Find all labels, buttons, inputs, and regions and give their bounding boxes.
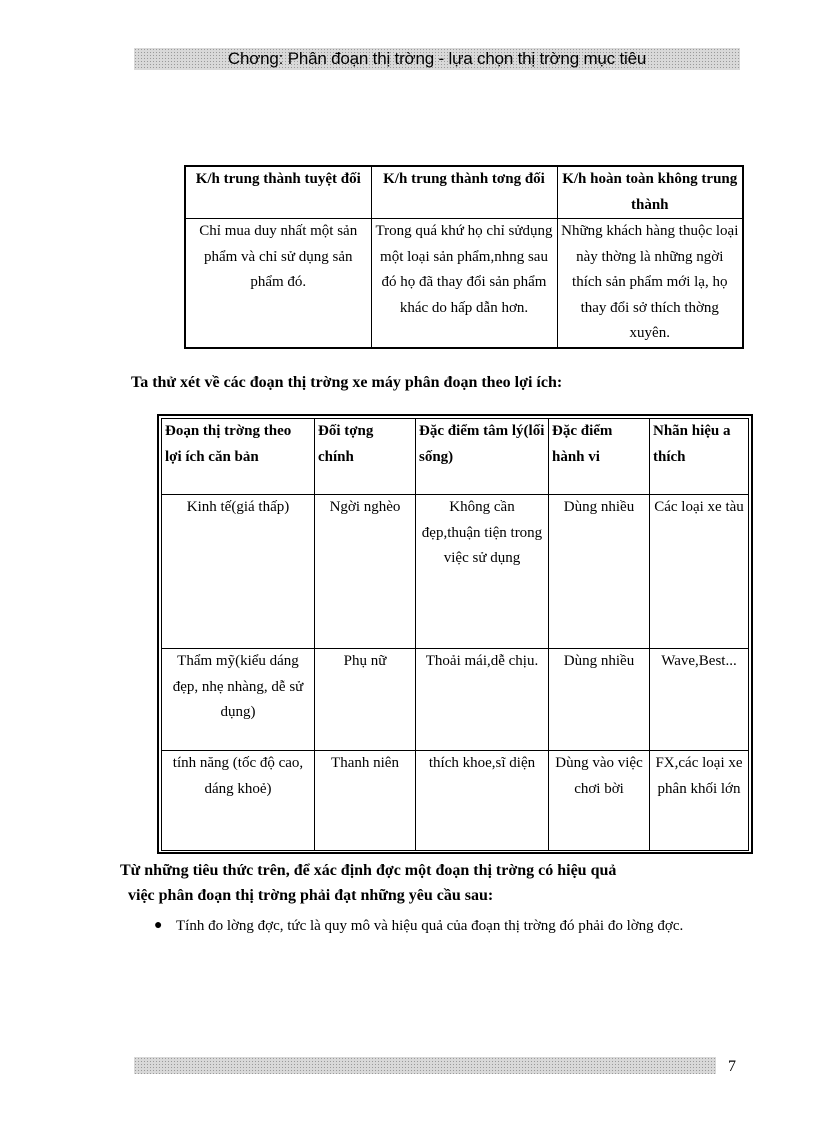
- segment-table-frame: [157, 414, 753, 854]
- table-cell: Chỉ mua duy nhất một sản phẩm và chỉ sử dụng sản phẩm đó.: [185, 219, 371, 348]
- table-cell: tính năng (tốc độ cao, dáng khoẻ): [162, 751, 315, 851]
- table-cell: Những khách hàng thuộc loại này thờng là những ngời thích sản phẩm mới lạ, họ thay đổi sở thích thờng xuyên.: [557, 219, 743, 348]
- table-cell: Kinh tế(giá thấp): [162, 495, 315, 649]
- table-header: Đặc điểm tâm lý(lối sống): [416, 419, 549, 495]
- table-row: [162, 751, 749, 851]
- intro-paragraph: Ta thử xét về các đoạn thị trờng xe máy phân đoạn theo lợi ích:: [131, 374, 563, 391]
- table-cell: Dùng nhiều: [549, 649, 650, 751]
- table-header: K/h trung thành tơng đối: [371, 166, 557, 219]
- segment-table: [161, 418, 749, 851]
- table-cell: Thanh niên: [315, 751, 416, 851]
- table-header: Đoạn thị trờng theo lợi ích căn bản: [162, 419, 315, 495]
- table-header: K/h hoàn toàn không trung thành: [557, 166, 743, 219]
- table-cell: Ngời nghèo: [315, 495, 416, 649]
- list-item: [154, 913, 744, 939]
- loyalty-table: [184, 165, 744, 349]
- table-cell: Phụ nữ: [315, 649, 416, 751]
- list-item-text: Tính đo lờng đợc, tức là quy mô và hiệu quả của đoạn thị trờng đó phải đo lờng đợc.: [176, 918, 684, 934]
- table-cell: Thẩm mỹ(kiểu dáng đẹp, nhẹ nhàng, dễ sử dụng): [162, 649, 315, 751]
- page-number: 7: [728, 1058, 736, 1075]
- page-footer-bar: [134, 1057, 716, 1074]
- table-header: Nhãn hiệu a thích: [650, 419, 749, 495]
- table-row: [162, 495, 749, 649]
- bullet-icon: ●: [154, 918, 163, 933]
- table-cell: Không cần đẹp,thuận tiện trong việc sử dụng: [416, 495, 549, 649]
- conclusion-paragraph: [120, 858, 616, 908]
- table-cell: thích khoe,sĩ diện: [416, 751, 549, 851]
- table-cell: FX,các loại xe phân khối lớn: [650, 751, 749, 851]
- page-header: [134, 48, 740, 70]
- table-cell: Dùng nhiều: [549, 495, 650, 649]
- conclusion-line: Từ những tiêu thức trên, để xác định đợc một đoạn thị trờng có hiệu quả: [120, 862, 617, 879]
- table-cell: Thoải mái,dễ chịu.: [416, 649, 549, 751]
- table-cell: Các loại xe tàu: [650, 495, 749, 649]
- table-row: [162, 649, 749, 751]
- table-cell: Dùng vào việc chơi bời: [549, 751, 650, 851]
- table-cell: Wave,Best...: [650, 649, 749, 751]
- table-cell: Trong quá khứ họ chỉ sửdụng một loại sản phẩm,nhng sau đó họ đã thay đổi sản phẩm khác do hấp dẫn hơn.: [371, 219, 557, 348]
- table-header: Đối tợng chính: [315, 419, 416, 495]
- chapter-title: Chơng: Phân đoạn thị trờng - lựa chọn thị trờng mục tiêu: [227, 49, 647, 68]
- conclusion-line: việc phân đoạn thị trờng phải đạt những yêu cầu sau:: [128, 887, 494, 904]
- table-header: K/h trung thành tuyệt đối: [185, 166, 371, 219]
- table-header: Đặc điểm hành vi: [549, 419, 650, 495]
- page-edge-divider: [20, 1118, 796, 1119]
